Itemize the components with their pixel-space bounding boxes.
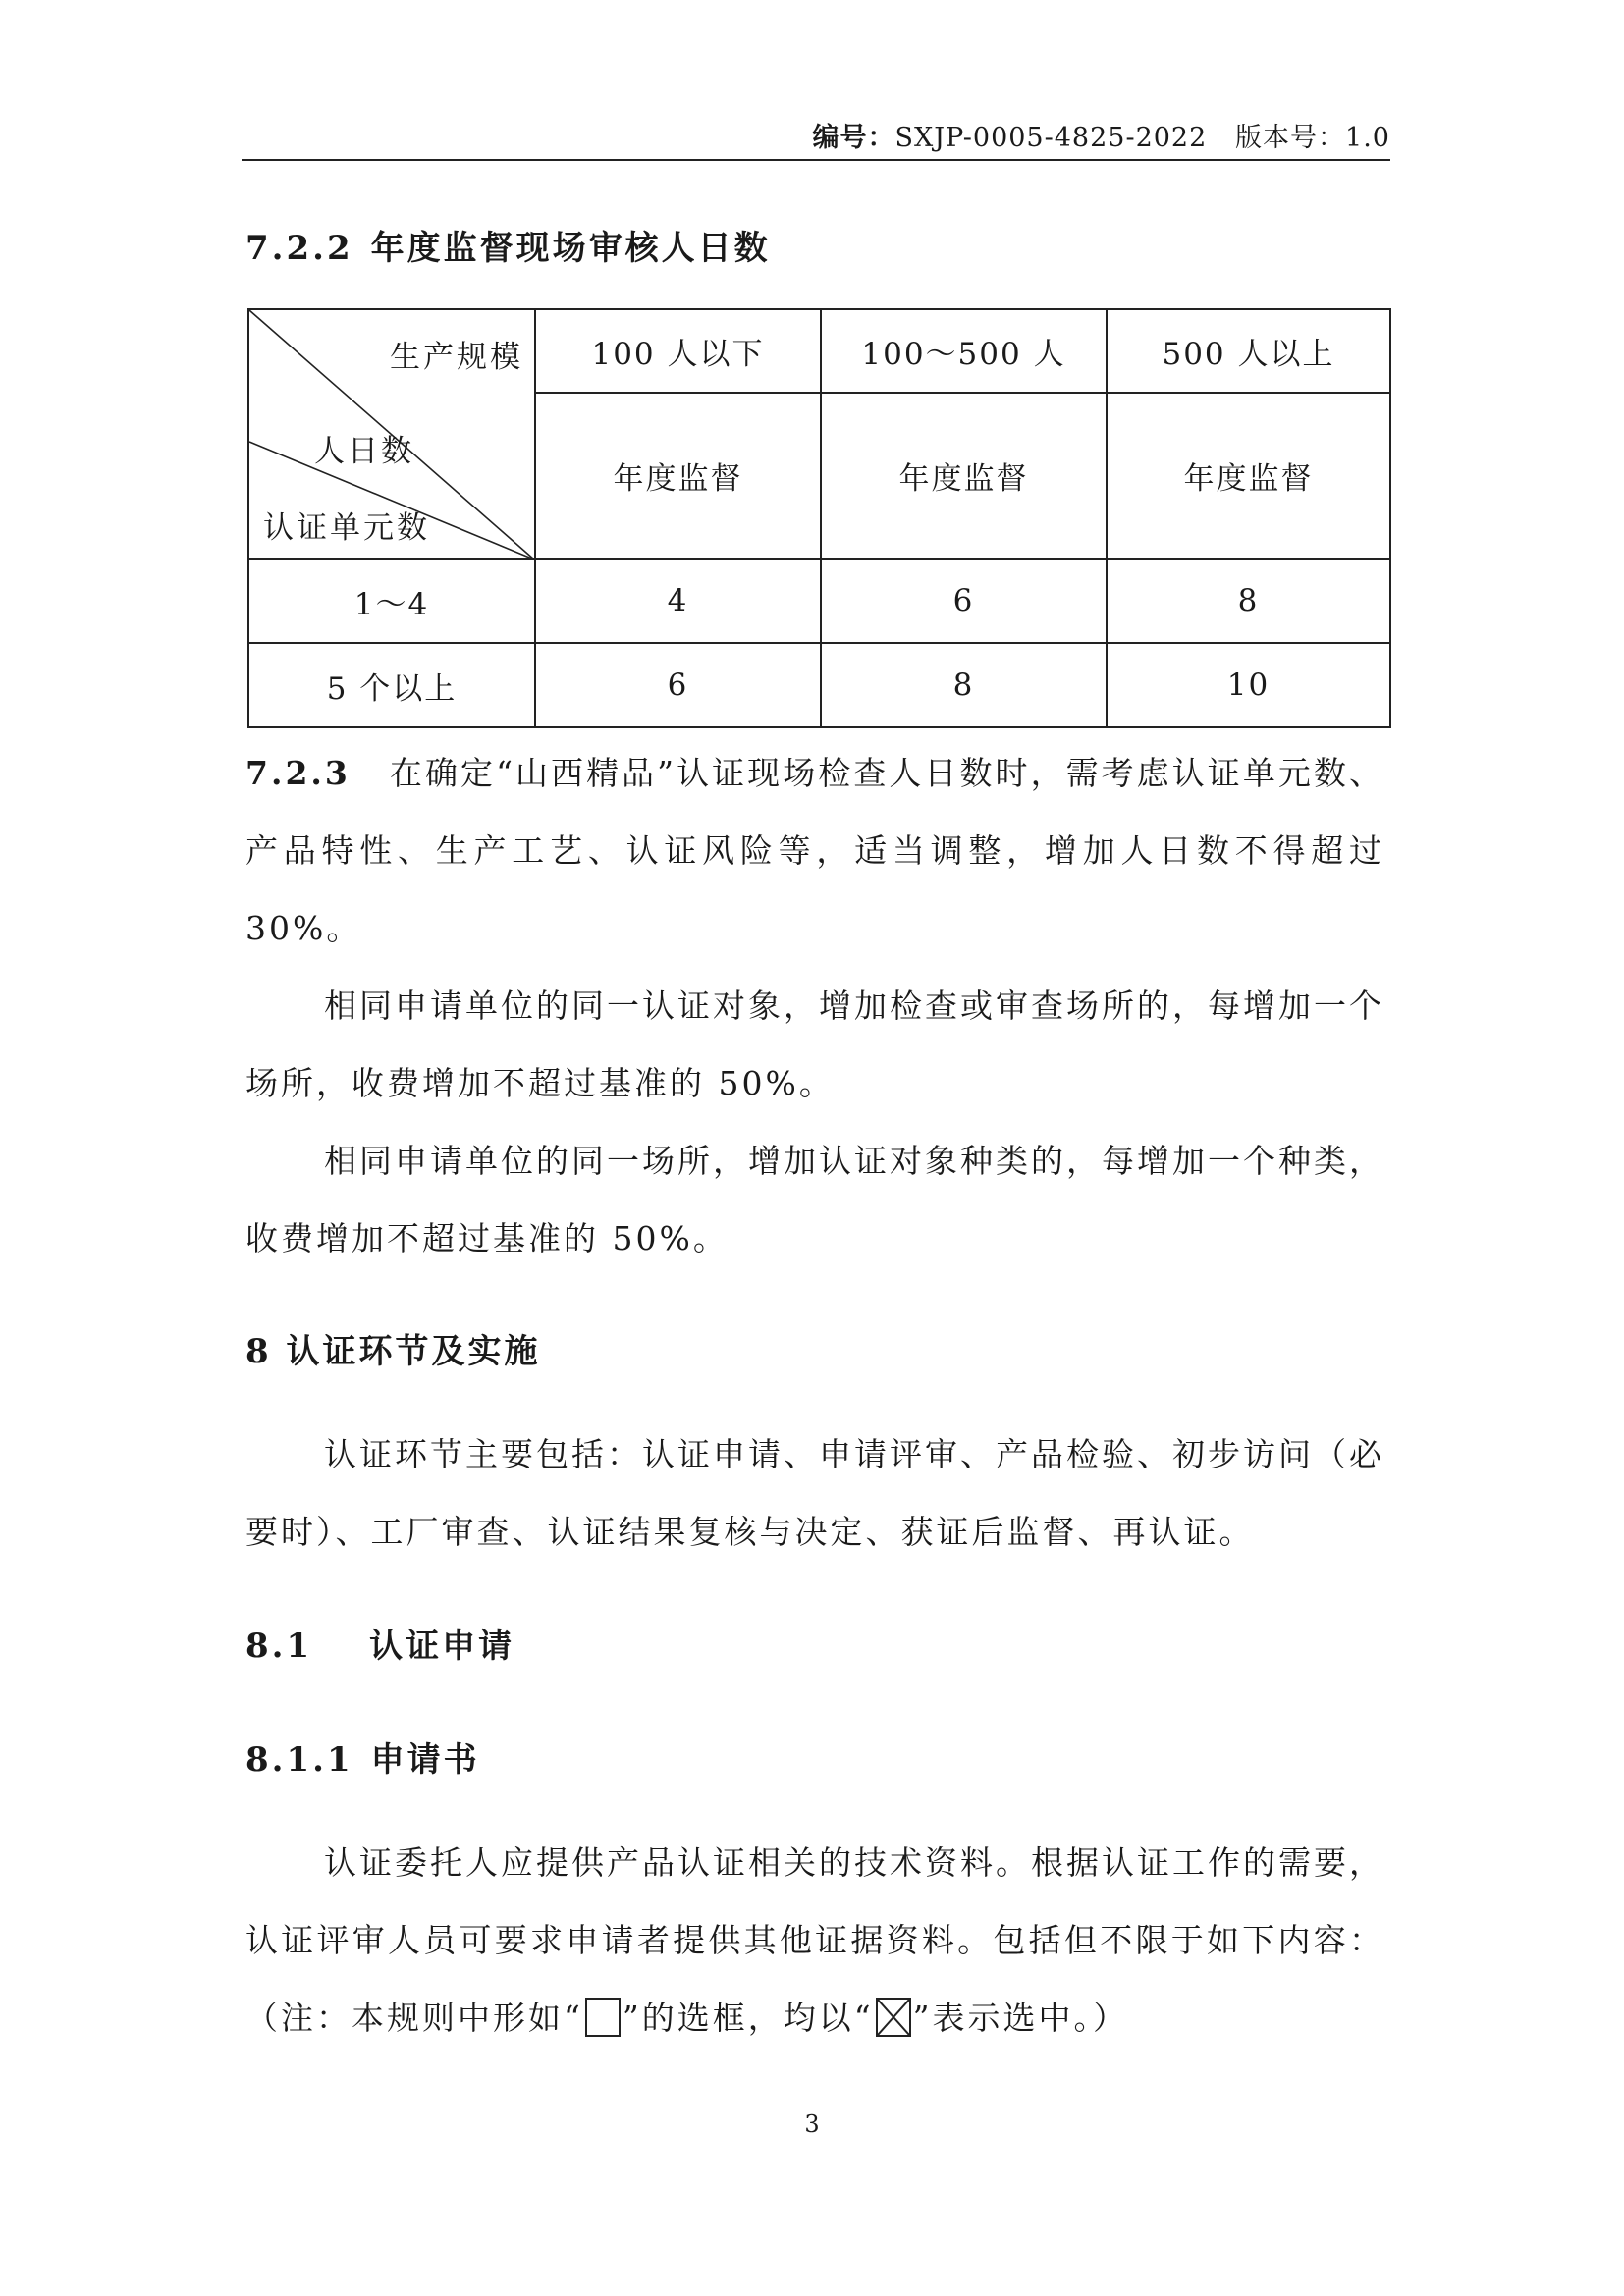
section-title: 年度监督现场审核人日数 <box>370 229 771 268</box>
paragraph-text: 认证委托人应提供产品认证相关的技术资料。根据认证工作的需要，认证评审人员可要求申请者提供其他证据资料。包括但不限于如下内容：（注：本规则中形如“ <box>245 1843 1384 2037</box>
table-corner-cell <box>248 309 535 559</box>
header-rule <box>242 159 1390 161</box>
table-cell: 8 <box>821 643 1107 727</box>
version-label: 版本号： <box>1235 123 1346 153</box>
section-7-2-2-heading <box>245 221 771 269</box>
paragraph-text: 在确定“山西精品”认证现场检查人日数时，需考虑认证单元数、产品特性、生产工艺、认证风险等，适当调整，增加人日数不得超过 30%。 <box>245 754 1384 947</box>
paragraph-text: ”的选框，均以“ <box>622 1999 874 2037</box>
table-cell: 8 <box>1107 559 1390 643</box>
section-title: 申请书 <box>370 1740 480 1780</box>
section-8-paragraph: 认证环节主要包括：认证申请、申请评审、产品检验、初步访问（必要时）、工厂审查、认证结果复核与决定、获证后监督、再认证。 <box>245 1435 1384 1551</box>
section-7-2-3-paragraph <box>245 734 1384 967</box>
section-number: 7.2.3 <box>245 754 351 792</box>
sub-header: 年度监督 <box>821 393 1107 559</box>
document-header <box>242 116 1390 154</box>
table-cell: 4 <box>535 559 821 643</box>
checked-checkbox-icon <box>876 1998 911 2037</box>
corner-label-units: 认证单元数 <box>263 510 430 546</box>
section-number: 8.1 <box>245 1627 313 1666</box>
sub-header: 年度监督 <box>535 393 821 559</box>
scale-header: 500 人以上 <box>1107 309 1390 393</box>
table-cell: 6 <box>821 559 1107 643</box>
scale-header: 100 人以下 <box>535 309 821 393</box>
code-value: SXJP-0005-4825-2022 <box>894 123 1208 153</box>
section-title: 认证申请 <box>369 1627 515 1666</box>
scale-header: 100～500 人 <box>821 309 1107 393</box>
corner-label-scale: 生产规模 <box>390 340 523 375</box>
section-number: 7.2.2 <box>245 229 353 268</box>
table-cell: 6 <box>535 643 821 727</box>
section-8-1-1-paragraph <box>245 1824 1384 2056</box>
site-fee-paragraph: 相同申请单位的同一认证对象，增加检查或审查场所的，每增加一个场所，收费增加不超过基准的 50%。 <box>245 987 1384 1102</box>
version-value: 1.0 <box>1345 123 1390 153</box>
row-label: 1～4 <box>248 559 535 643</box>
corner-label-days: 人日数 <box>314 434 414 469</box>
type-fee-paragraph: 相同申请单位的同一场所，增加认证对象种类的，每增加一个种类，收费增加不超过基准的 50%。 <box>245 1142 1384 1257</box>
audit-days-table <box>247 308 1391 728</box>
empty-checkbox-icon <box>585 1998 621 2037</box>
sub-header: 年度监督 <box>1107 393 1390 559</box>
table-cell: 10 <box>1107 643 1390 727</box>
row-label: 5 个以上 <box>248 643 535 727</box>
section-8-heading: 8 认证环节及实施 <box>245 1332 541 1371</box>
section-8-1-1-heading <box>245 1733 480 1781</box>
section-number: 8.1.1 <box>245 1740 353 1780</box>
section-8-1-heading <box>245 1619 514 1667</box>
paragraph-text: ”表示选中。） <box>912 1999 1128 2037</box>
table-row <box>248 559 1390 643</box>
code-label: 编号： <box>812 123 895 153</box>
page-number: 3 <box>804 2110 820 2138</box>
table-row <box>248 643 1390 727</box>
